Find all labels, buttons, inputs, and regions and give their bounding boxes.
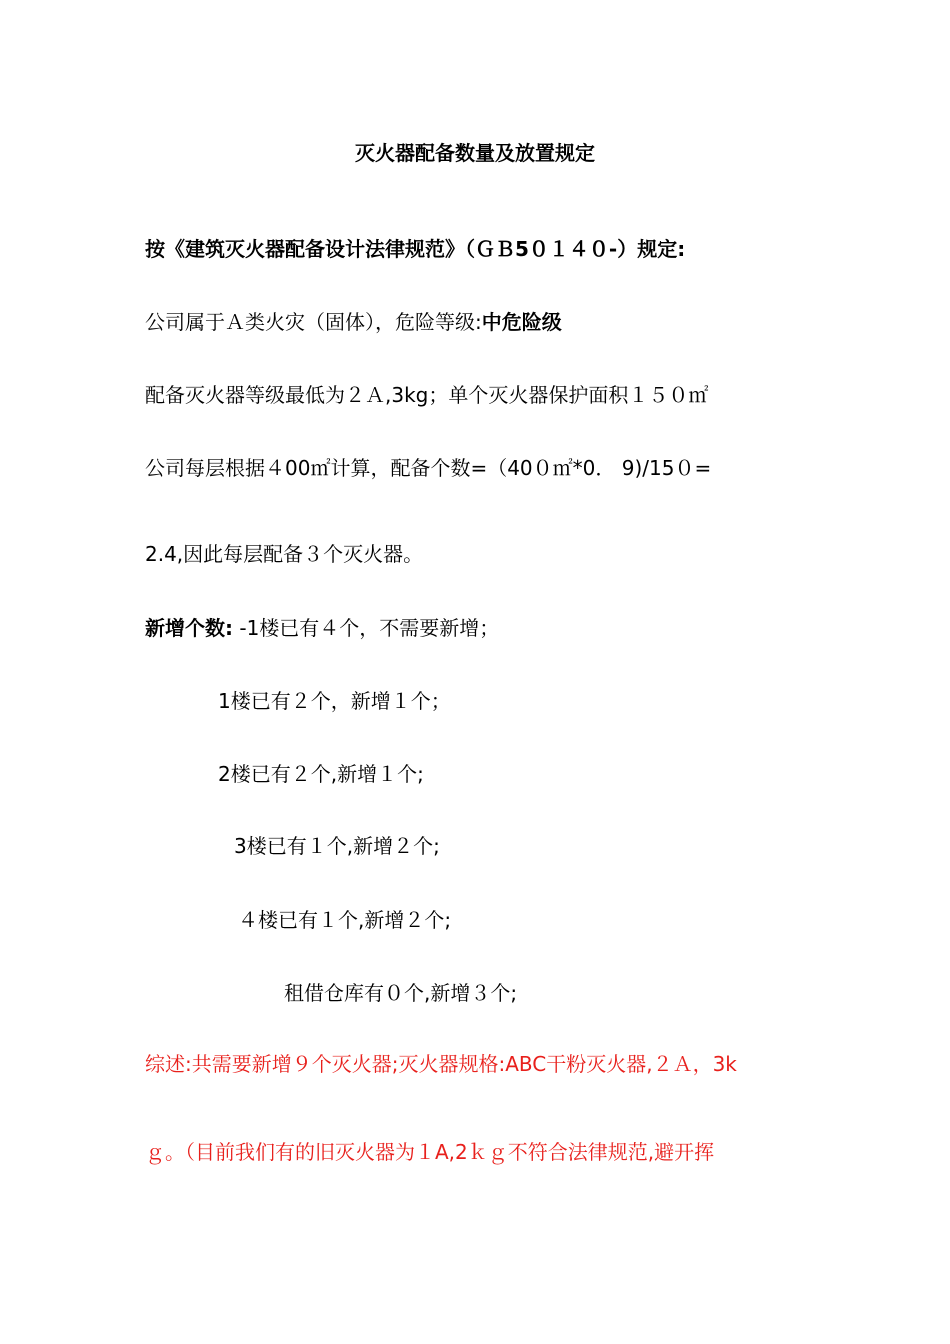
calculation-line-1: 公司每层根据４00㎡计算，配备个数=（40０㎡*0． 9)/15０= bbox=[145, 456, 712, 480]
additions-floor-1: 1楼已有２个，新增１个； bbox=[218, 689, 451, 713]
additions-floor-2: 2楼已有２个,新增１个; bbox=[218, 762, 424, 786]
calculation-line-2: 2.4,因此每层配备３个灭火器。 bbox=[145, 542, 424, 566]
additions-warehouse: 租借仓库有０个,新增３个; bbox=[284, 981, 518, 1005]
summary-line-1: 综述:共需要新增９个灭火器;灭火器规格:ABC干粉灭火器,２Ａ，3k bbox=[145, 1052, 737, 1076]
document-title: 灭火器配备数量及放置规定 bbox=[355, 141, 595, 165]
regulation-basis: 按《建筑灭火器配备设计法律规范》（ＧＢ5０１４０-）规定: bbox=[145, 237, 686, 261]
additions-floor-minus1: -1楼已有４个，不需要新增； bbox=[233, 616, 500, 640]
hazard-level: 中危险级 bbox=[481, 310, 562, 334]
additions-label: 新增个数: bbox=[145, 616, 233, 640]
hazard-prefix: 公司属于Ａ类火灾（固体），危险等级: bbox=[145, 310, 482, 334]
summary-line-2: ｇ。（目前我们有的旧灭火器为１A,2ｋｇ不符合法律规范,避开挥 bbox=[145, 1140, 715, 1164]
additions-floor-3: 3楼已有１个,新增２个; bbox=[234, 834, 440, 858]
hazard-classification bbox=[145, 309, 562, 335]
additions-floor-4: ４楼已有１个,新增２个; bbox=[238, 908, 452, 932]
minimum-rating: 配备灭火器等级最低为２Ａ,3kg；单个灭火器保护面积１５０㎡ bbox=[145, 383, 709, 407]
additions-header bbox=[145, 615, 499, 641]
